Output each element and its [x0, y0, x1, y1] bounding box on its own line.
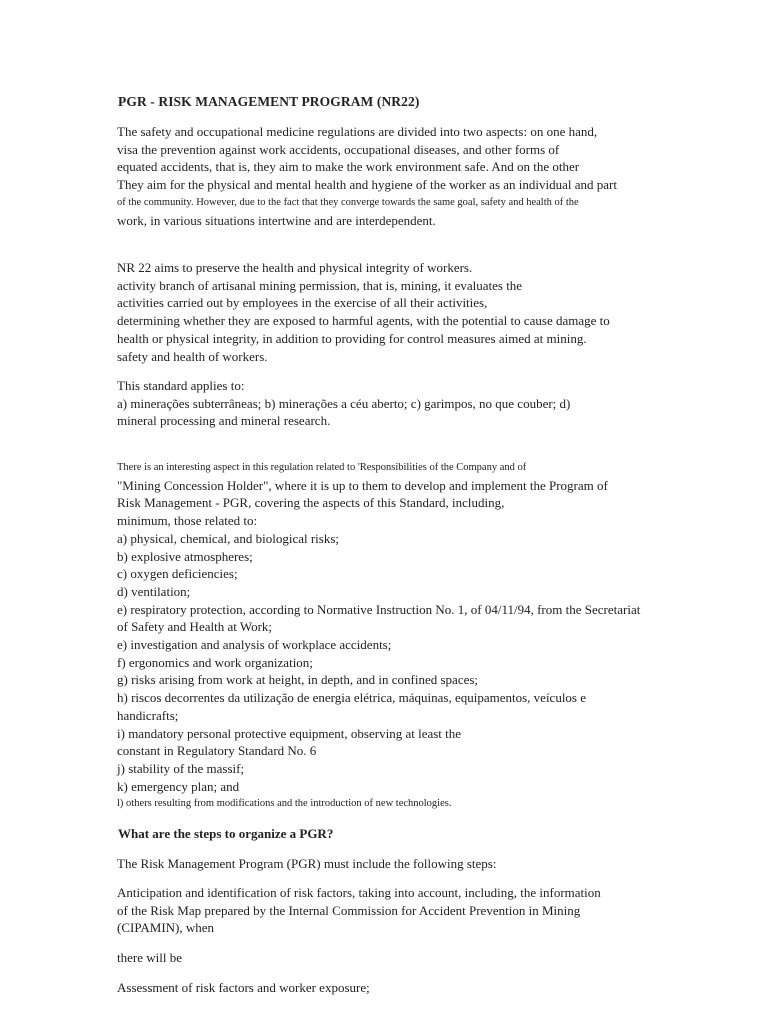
- text-line: k) emergency plan; and: [117, 778, 240, 794]
- text-line: minimum, those related to:: [117, 513, 258, 529]
- text-line: f) ergonomics and work organization;: [117, 654, 313, 670]
- document-title: PGR - RISK MANAGEMENT PROGRAM (NR22): [118, 94, 420, 109]
- text-line: d) ventilation;: [117, 583, 191, 599]
- text-line: c) oxygen deficiencies;: [117, 566, 238, 582]
- anticipation-paragraph: [117, 884, 657, 937]
- text-line: equated accidents, that is, they aim to make the work environment safe. And on the other: [117, 159, 580, 175]
- nr22-paragraph: [117, 259, 657, 365]
- text-line: b) explosive atmospheres;: [117, 548, 253, 564]
- responsibilities-paragraph: [117, 459, 657, 813]
- text-line: h) riscos decorrentes da utilização de energia elétrica, máquinas, equipamentos, veículos e: [117, 690, 587, 706]
- text-line: This standard applies to:: [117, 378, 245, 393]
- text-line: handicrafts;: [117, 707, 179, 723]
- text-line: constant in Regulatory Standard No. 6: [117, 743, 317, 759]
- text-line: The safety and occupational medicine regulations are divided into two aspects: on one hand,: [117, 124, 598, 139]
- text-line: a) minerações subterrâneas; b) minerações a céu aberto; c) garimpos, no que couber; d): [117, 395, 571, 411]
- text-line: visa the prevention against work accidents, occupational diseases, and other forms of: [117, 141, 560, 157]
- text-line: Risk Management - PGR, covering the aspects of this Standard, including,: [117, 495, 505, 511]
- text-line: i) mandatory personal protective equipment, observing at least the: [117, 725, 462, 741]
- intro-paragraph: [117, 123, 657, 229]
- text-line: determining whether they are exposed to harmful agents, with the potential to cause damage to: [117, 313, 610, 329]
- text-line: safety and health of workers.: [117, 348, 268, 364]
- assessment-line: Assessment of risk factors and worker exposure;: [117, 980, 370, 995]
- text-line: of the Risk Map prepared by the Internal Commission for Accident Prevention in Mining: [117, 902, 581, 918]
- steps-heading: What are the steps to organize a PGR?: [118, 826, 334, 841]
- text-line: activities carried out by employees in the exercise of all their activities,: [117, 295, 488, 311]
- text-line: g) risks arising from work at height, in depth, and in confined spaces;: [117, 672, 479, 688]
- applies-paragraph: [117, 377, 657, 430]
- text-line: work, in various situations intertwine and are interdependent.: [117, 212, 436, 228]
- text-line: e) respiratory protection, according to Normative Instruction No. 1, of 04/11/94, from the Secretariat: [117, 601, 641, 617]
- text-line: Anticipation and identification of risk factors, taking into account, including, the information: [117, 885, 601, 900]
- text-line: There is an interesting aspect in this regulation related to 'Responsibilities of the Company and of: [117, 462, 527, 473]
- there-will-be-line: there will be: [117, 950, 182, 965]
- text-line: activity branch of artisanal mining permission, that is, mining, it evaluates the: [117, 277, 523, 293]
- text-line: e) investigation and analysis of workplace accidents;: [117, 637, 392, 653]
- text-line: l) others resulting from modifications and the introduction of new technologies.: [117, 798, 452, 810]
- text-line: a) physical, chemical, and biological risks;: [117, 530, 340, 546]
- text-line: of Safety and Health at Work;: [117, 619, 273, 635]
- text-line: mineral processing and mineral research.: [117, 413, 331, 429]
- text-line: They aim for the physical and mental health and hygiene of the worker as an individual and part: [117, 177, 617, 193]
- steps-intro: The Risk Management Program (PGR) must include the following steps:: [117, 856, 497, 871]
- text-line: health or physical integrity, in addition to providing for control measures aimed at mining.: [117, 330, 587, 346]
- text-line: "Mining Concession Holder", where it is up to them to develop and implement the Program of: [117, 477, 608, 493]
- text-line: j) stability of the massif;: [117, 760, 245, 776]
- text-line: NR 22 aims to preserve the health and physical integrity of workers.: [117, 260, 473, 275]
- text-line: (CIPAMIN), when: [117, 920, 215, 936]
- text-line: of the community. However, due to the fact that they converge towards the same goal, safety and health of the: [117, 196, 579, 208]
